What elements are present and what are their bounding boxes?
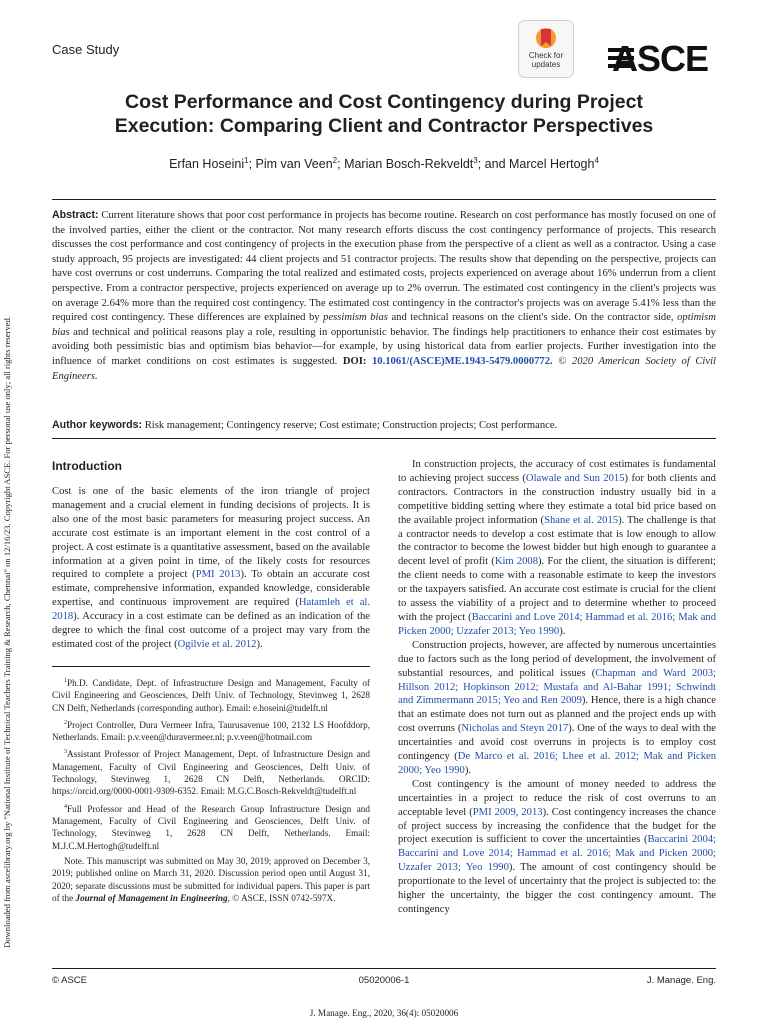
- author-affil: 2: [332, 156, 338, 165]
- citation-link[interactable]: Shane et al. 2015: [544, 514, 619, 526]
- divider-keywords: [52, 438, 716, 439]
- abstract-text: and technical and political reasons play a role, resulting in opportunistic behavior. The findings help practitioners to enhance their cost estimates by avoiding both pessimistic bias and optimism bias behavior—for example, by using historical data from earlier projects. Further investigation into the influence of market conditions on cost estimates is suggested.: [52, 326, 716, 367]
- abstract: [52, 208, 716, 384]
- asce-logo: [608, 38, 720, 80]
- abstract-italic: optimism bias: [52, 312, 716, 338]
- abstract-label: Abstract:: [52, 209, 99, 221]
- section-heading: Introduction: [52, 459, 122, 473]
- author-sep: ;: [248, 157, 256, 172]
- paper-title: [52, 90, 716, 138]
- citation-link[interactable]: Chapman and Ward 2003; Hillson 2012; Hopkinson 2012; Mustafa and Al-Bahar 1991; Schwindt and Zimmermann 2015; Yeo and Ren 2009: [398, 667, 716, 707]
- footnote: $^4$Full Professor and Head of the Research Group Infrastructure Design and Management, Faculty of Civil Engineering and Geosciences, Delft Univ. of Technology, Stevinweg 1, 2628 CN Delft, Netherlands. Email: M.J.C.M.Hertogh@tudelft.nl: [52, 803, 370, 851]
- author-name: Marcel Hertogh: [509, 157, 595, 172]
- author-affil: 1: [244, 156, 249, 165]
- author-affil: 3: [473, 156, 478, 165]
- citation-link[interactable]: Olawale and Sun 2015: [525, 472, 625, 484]
- check-for-updates-button[interactable]: [518, 20, 574, 78]
- abstract-text: Current literature shows that poor cost performance in projects has become routine. Research on cost performance has mostly focused on one of the involved parties, either the client or the contractor. Not many research efforts discuss the cost contingency performance of projects. This research discusses the cost performance and cost contingency of projects in the execution phase from the perspective of a client as well as a contractor. Using a case study approach, 95 projects are investigated: 44 client projects and 51 contractor projects. The results show that depending on the perspective, projects can have cost overruns or cost underruns. Comparing the total realized and estimated costs, projects experienced on average about 16% underrun from a client perspective. From a contractor perspective, projects experienced on average up to 2% overrun. The estimated cost contingency in the client's projects was on average 2.64% more than the required cost contingency. The estimated cost contingency in the contractor's projects was on average 5.41% less than the required cost contingency. These differences are explained by: [52, 210, 716, 324]
- author-keywords: [52, 418, 716, 433]
- citation-link[interactable]: Hatamleh et al. 2018: [52, 597, 370, 623]
- citation-link[interactable]: Nicholas and Steyn 2017: [461, 723, 569, 735]
- divider-top: [52, 199, 716, 200]
- keywords-text: Risk management; Contingency reserve; Cost estimate; Construction projects; Cost performance.: [144, 420, 558, 431]
- footnote: $^1$Ph.D. Candidate, Dept. of Infrastructure Design and Management, Faculty of Civil Engineering and Geosciences, Delft Univ. of Technology, Stevinweg 1, 2628 CN Delft, Netherlands (corresponding author). Email: e.hoseini@tudelft.nl: [52, 677, 370, 713]
- keywords-label: Author keywords:: [52, 419, 143, 431]
- citation-link[interactable]: De Marco et al. 2016; Lhee et al. 2012; Mak and Picken 2000; Yeo 1990: [398, 751, 716, 776]
- footnote: $^3$Assistant Professor of Project Management, Dept. of Infrastructure Design and Management, Faculty of Civil Engineering and Geosciences, Delft Univ. of Technology, Stevinweg 1, 2628 CN Delft, Netherlands. ORCID: https://orcid.org/0000-0001-9309-6352. Email: M.G.C.Bosch-Rekveldt@tudelft.nl: [52, 749, 370, 797]
- citation-link[interactable]: PMI 2009, 2013: [472, 806, 543, 818]
- footnote: $^2$Project Controller, Dura Vermeer Infra, Taurusavenue 100, 2132 LS Hoofddorp, Netherlands. Email: p.v.veen@duravermeer.nl; p.v.veen@hotmail.com: [52, 719, 370, 743]
- citation-line: J. Manage. Eng., 2020, 36(4): 05020006: [309, 1008, 459, 1018]
- footer-divider: [52, 968, 716, 969]
- copyright: © 2020 American Society of Civil Engineers.: [52, 355, 716, 382]
- badge-label-2: updates: [531, 60, 561, 69]
- author-affil: 4: [594, 156, 599, 165]
- author-sep: ;: [337, 157, 345, 172]
- footer-journal: J. Manage. Eng.: [646, 975, 716, 986]
- footnote-divider: [52, 666, 370, 667]
- title-line-1: Cost Performance and Cost Contingency during Project: [125, 91, 643, 113]
- badge-label-1: Check for: [528, 51, 564, 60]
- body-paragraph: Construction projects, however, are affected by numerous uncertainties due to factors such as the long period of development, the involvement of substantial resources, and political issues (Chapman and Ward 2003; Hillson 2012; Hopkinson 2012; Mustafa and Al-Bahar 1991; Schwindt and Zimmermann 2015; Yeo and Ren 2009). Hence, there is a high chance that an estimate does not turn out as planned and the project ends up with cost overruns (Nicholas and Steyn 2017). One of the ways to deal with the uncertainties and avoid cost overruns in projects is to employ cost contingency (De Marco et al. 2016; Lhee et al. 2012; Mak and Picken 2000; Yeo 1990).: [398, 639, 716, 776]
- body-paragraph: In construction projects, the accuracy of cost estimates is fundamental to achieving project success (Olawale and Sun 2015) for both clients and contractors. Contractors in the construction industry usually bid in a competitive bidding setting where they estimate a total bid price based on the available project information (Shane et al. 2015). The challenge is that a contractor needs to develop a cost estimate that is low enough to allow the contractor to become the lowest bidder but high enough to guarantee a decent level of profit (Kim 2008). For the client, the situation is different; the client needs to come with a reasonable estimate to keep the investors or the taxpayers satisfied. An accurate cost estimate is crucial for the client to assess the viability of a project and to determine whether to proceed with the project (Baccarini and Love 2014; Hammad et al. 2016; Mak and Picken 2000; Uzzafer 2013; Yeo 1990).: [398, 459, 716, 637]
- bookmark-icon: [535, 26, 557, 50]
- right-column: [398, 458, 716, 917]
- author-name: Marian Bosch-Rekveldt: [344, 157, 474, 172]
- doi-label: DOI:: [342, 355, 367, 367]
- author-name: Pim van Veen: [255, 157, 333, 172]
- submission-note: Note. This manuscript was submitted on May 30, 2019; approved on December 3, 2019; published online on March 31, 2020. Discussion period open until August 31, 2020; separate discussions must be submitted for individual papers. This paper is part of the Journal of Management in Engineering, © ASCE, ISSN 0742-597X.: [52, 855, 370, 903]
- title-line-2: Execution: Comparing Client and Contractor Perspectives: [114, 115, 654, 137]
- footer-page-id: 05020006-1: [358, 975, 410, 986]
- citation-link[interactable]: Baccarini and Love 2014; Hammad et al. 2016; Mak and Picken 2000; Uzzafer 2013; Yeo 1990: [398, 611, 716, 637]
- body-paragraph: Cost contingency is the amount of money needed to address the uncertainties in a project to reduce the risk of cost overruns to an acceptable level (PMI 2009, 2013). Cost contingency increases the chance of project success by increasing the confidence that the budget for the project execution is sufficient to cover the uncertainties (Baccarini 2004; Baccarini and Love 2014; Hammad et al. 2016; Mak and Picken 2000; Uzzafer 2013; Yeo 1990). The amount of cost contingency should be proportionate to the level of uncertainty that the project is subjected to: the higher the uncertainty, the bigger the cost contingency amount. The contingency: [398, 778, 716, 915]
- left-column: [52, 458, 370, 907]
- author-list: [52, 156, 716, 171]
- footnotes: [52, 675, 370, 904]
- abstract-text: and technical reasons on the client's side. On the contractor side,: [391, 312, 674, 324]
- doi-link[interactable]: 10.1061/(ASCE)ME.1943-5479.0000772.: [371, 355, 553, 367]
- citation-link[interactable]: Kim 2008: [494, 556, 539, 568]
- footer-copyright: © ASCE: [52, 975, 87, 986]
- doi: [343, 356, 553, 367]
- section-label: Case Study: [52, 42, 120, 57]
- body-paragraph: Cost is one of the basic elements of the iron triangle of project management and a crucial element in funding decisions of projects. It is also one of the most basic parameters for measuring project success. An accurate cost estimate is an important element in the cost control of a project. A cost estimate is a quantitative assessment, based on the available information at a given point in time, of the likely costs for resources required to complete a project (PMI 2013). To obtain an accurate cost estimate, comprehensive information, expanded knowledge, considerable expertise, and continuous improvement are required (Hatamleh et al. 2018). Accuracy in a cost estimate can be defined as an indication of the degree to which the final cost outcome of a project may vary from the estimated cost of the project (Ogilvie et al. 2012).: [52, 486, 370, 650]
- download-notice: Downloaded from ascelibrary.org by "National Institute of Technical Teachers Training & Research, Chennai" on 12/16/23. Copyright ASCE. For personal use only; all rights reserved.: [2, 316, 12, 948]
- abstract-italic: pessimism bias: [323, 312, 388, 324]
- asce-logo-text: ASCE: [612, 38, 709, 79]
- citation-link[interactable]: Ogilvie et al. 2012: [177, 638, 257, 650]
- citation-link[interactable]: Baccarini 2004; Baccarini and Love 2014; Hammad et al. 2016; Mak and Picken 2000; Uzzafer 2013; Yeo 1990: [398, 834, 716, 874]
- author-name: Erfan Hoseini: [169, 157, 245, 172]
- citation-link[interactable]: PMI 2013: [195, 569, 241, 581]
- author-sep: ; and: [477, 157, 510, 172]
